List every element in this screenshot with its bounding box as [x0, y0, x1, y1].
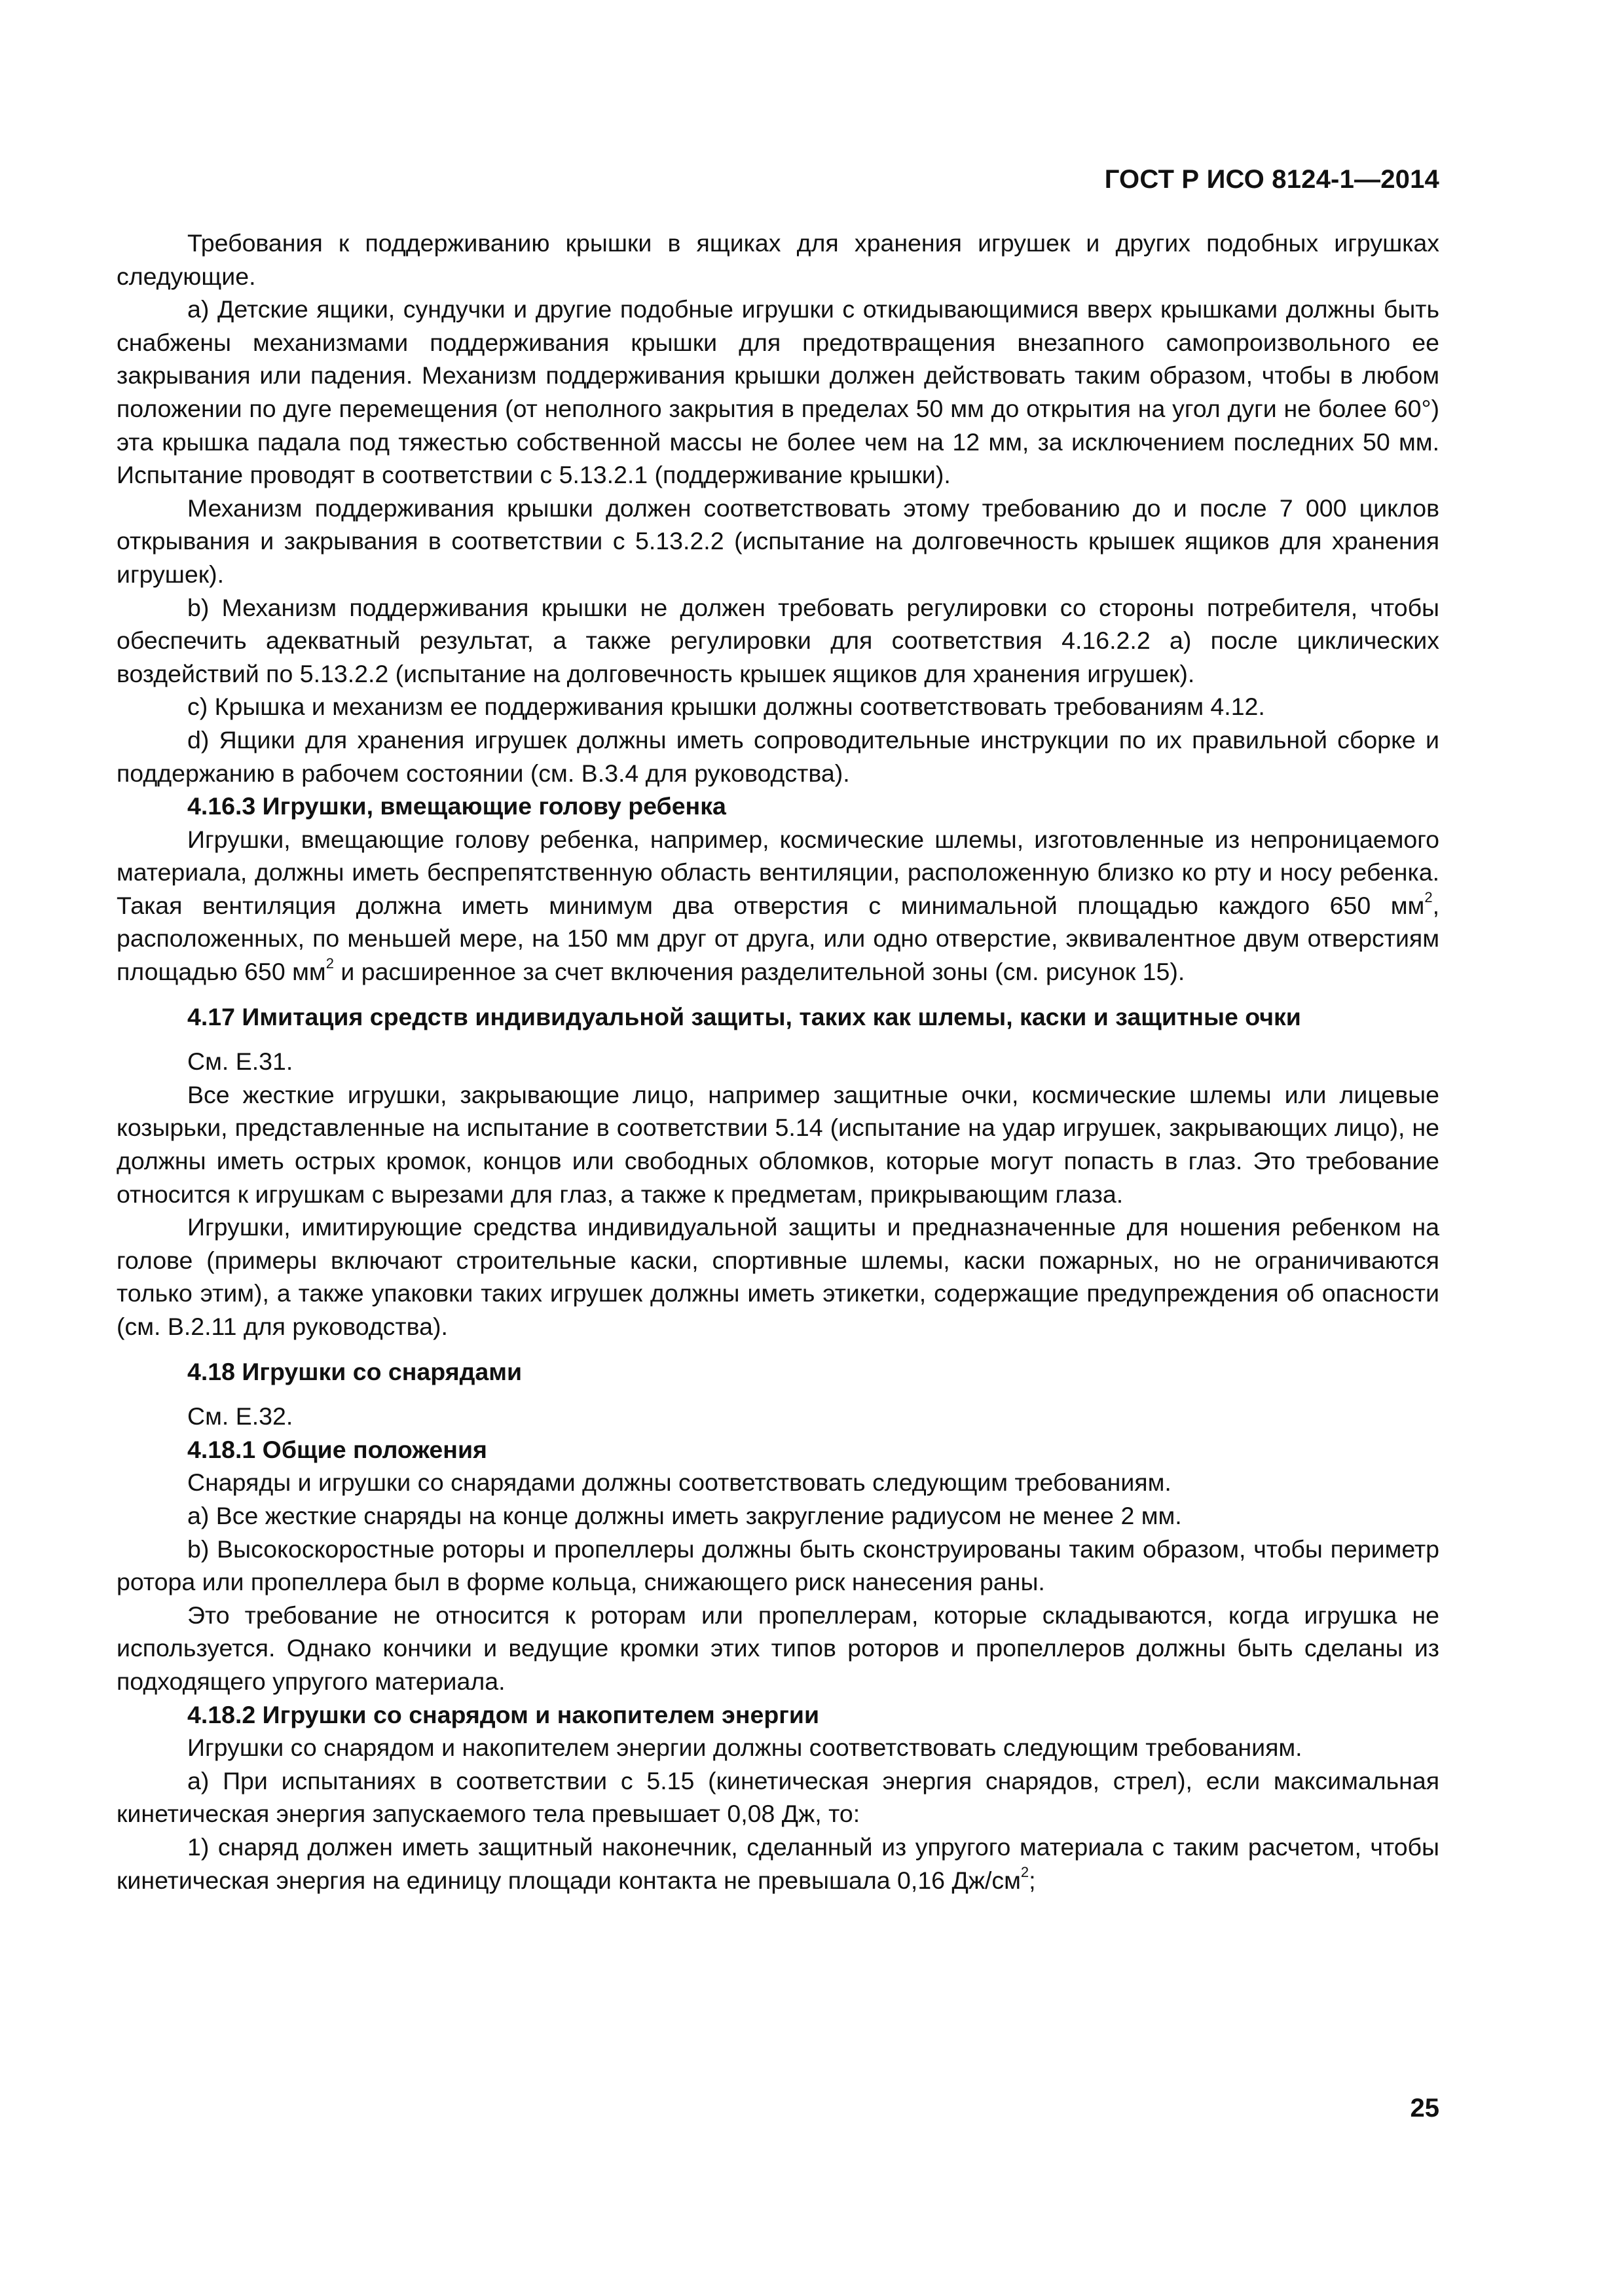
superscript-2: 2 [1020, 1863, 1029, 1880]
paragraph-4-18-2-item-a: a) При испытаниях в соответствии с 5.15 (кинетическая энергия снарядов, стрел), если максимальная кинетическая энергия запускаемого тела превышает 0,08 Дж, то: [117, 1766, 1439, 1828]
running-header: ГОСТ Р ИСО 8124-1—2014 [1104, 165, 1439, 194]
heading-4-18-1: 4.18.1 Общие положения [187, 1435, 487, 1463]
paragraph-4-17-rigid-toys: Все жесткие игрушки, закрывающие лицо, например защитные очки, космические шлемы или лицевые козырьки, представленные на испытание в соответствии 5.14 (испытание на удар игрушек, закрывающих лицо), не должны иметь острых кромок, концов или свободных обломков, которые могут попасть в глаз. Это требование относится к игрушкам с вырезами для глаз, а также к предметам, прикрывающим глаза. [117, 1080, 1439, 1208]
paragraph-item-a: a) Детские ящики, сундучки и другие подобные игрушки с откидывающимися вверх крышками должны быть снабжены механизмами поддерживания крышки для предотвращения внезапного самопроизвольного ее закрывания или падения. Механизм поддерживания крышки должен действовать таким образом, чтобы в любом положении по дуге перемещения (от неполного закрытия в пределах 50 мм до открытия на угол дуги не более 60°) эта крышка падала под тяжестью собственной массы не более чем на 12 мм, за исключением последних 50 мм. Испытание проводят в соответствии с 5.13.2.1 (поддерживание крышки). [117, 295, 1439, 489]
paragraph-4-18-2-intro: Игрушки со снарядом и накопителем энергии должны соответствовать следующим требованиям. [187, 1734, 1302, 1762]
page-number: 25 [1410, 2094, 1439, 2123]
paragraph-4-16-3 [117, 823, 1439, 989]
paragraph-4-16-3-part2: , расположенных, по меньшей мере, на 150 мм друг от друга, или одно отверстие, эквивалентное двум отверстиям площадью 650 мм [117, 891, 1439, 986]
paragraph-item-d: d) Ящики для хранения игрушек должны иметь сопроводительные инструкции по их правильной сборке и поддержанию в рабочем состоянии (см. В.3.4 для руководства). [117, 725, 1439, 787]
paragraph-4-17-protective-toys: Игрушки, имитирующие средства индивидуальной защиты и предназначенные для ношения ребенком на голове (примеры включают строительные каски, спортивные шлемы, каски пожарных, но не ограничиваются только этим), а также упаковки таких игрушек должны иметь этикетки, содержащие предупреждения об опасности (см. B.2.11 для руководства). [117, 1213, 1439, 1340]
heading-4-17: 4.17 Имитация средств индивидуальной защиты, таких как шлемы, каски и защитные очки [187, 1002, 1301, 1030]
heading-4-18: 4.18 Игрушки со снарядами [187, 1357, 523, 1385]
heading-4-18-2: 4.18.2 Игрушки со снарядом и накопителем энергии [187, 1700, 820, 1728]
paragraph-4-18-1-item-a: a) Все жесткие снаряды на конце должны иметь закругление радиусом не менее 2 мм. [187, 1501, 1182, 1529]
paragraph-item-a-cycles: Механизм поддерживания крышки должен соответствовать этому требованию до и после 7 000 циклов открывания и закрывания в соответствии с 5.13.2.2 (испытание на долговечность крышек ящиков для хранения игрушек). [117, 494, 1439, 588]
subitem-1-part2: ; [1029, 1866, 1036, 1894]
paragraph-4-16-3-part1: Игрушки, вмещающие голову ребенка, например, космические шлемы, изготовленные из непроницаемого материала, должны иметь беспрепятственную область вентиляции, расположенную близко ко рту и носу ребенка. Такая вентиляция должна иметь минимум два отверстия с минимальной площадью каждого 650 мм [117, 825, 1439, 919]
document-body [117, 227, 1439, 1897]
paragraph-4-17-see: См. E.31. [187, 1048, 293, 1076]
paragraph-4-18-1-item-b: b) Высокоскоростные роторы и пропеллеры должны быть сконструированы таким образом, чтобы периметр ротора или пропеллера был в форме кольца, снижающего риск нанесения раны. [117, 1535, 1439, 1596]
superscript-2: 2 [325, 955, 334, 972]
paragraph-4-18-1-intro: Снаряды и игрушки со снарядами должны соответствовать следующим требованиям. [187, 1468, 1172, 1497]
paragraph-4-16-3-part3: и расширенное за счет включения разделительной зоны (см. рисунок 15). [333, 958, 1185, 986]
paragraph-item-b: b) Механизм поддерживания крышки не должен требовать регулировки со стороны потребителя, чтобы обеспечить адекватный результат, а также регулировки для соответствия 4.16.2.2 a) после циклических воздействий по 5.13.2.2 (испытание на долговечность крышек ящиков для хранения игрушек). [117, 593, 1439, 687]
paragraph-intro: Требования к поддерживанию крышки в ящиках для хранения игрушек и других подобных игрушках следующие. [117, 229, 1439, 290]
superscript-2: 2 [1424, 888, 1433, 905]
paragraph-item-c: c) Крышка и механизм ее поддерживания крышки должны соответствовать требованиям 4.12. [187, 693, 1265, 721]
paragraph-4-18-1-exception: Это требование не относится к роторам или пропеллерам, которые складываются, когда игрушка не используется. Однако кончики и ведущие кромки этих типов роторов и пропеллеров должны быть сделаны из подходящего упругого материала. [117, 1601, 1439, 1695]
subitem-1-part1: 1) снаряд должен иметь защитный наконечник, сделанный из упругого материала с таким расчетом, чтобы кинетическая энергия на единицу площади контакта не превышала 0,16 Дж/см [117, 1832, 1439, 1894]
heading-4-16-3: 4.16.3 Игрушки, вмещающие голову ребенка [187, 792, 726, 820]
paragraph-4-18-see: См. E.32. [187, 1402, 293, 1430]
paragraph-4-18-2-subitem-1 [117, 1831, 1439, 1897]
